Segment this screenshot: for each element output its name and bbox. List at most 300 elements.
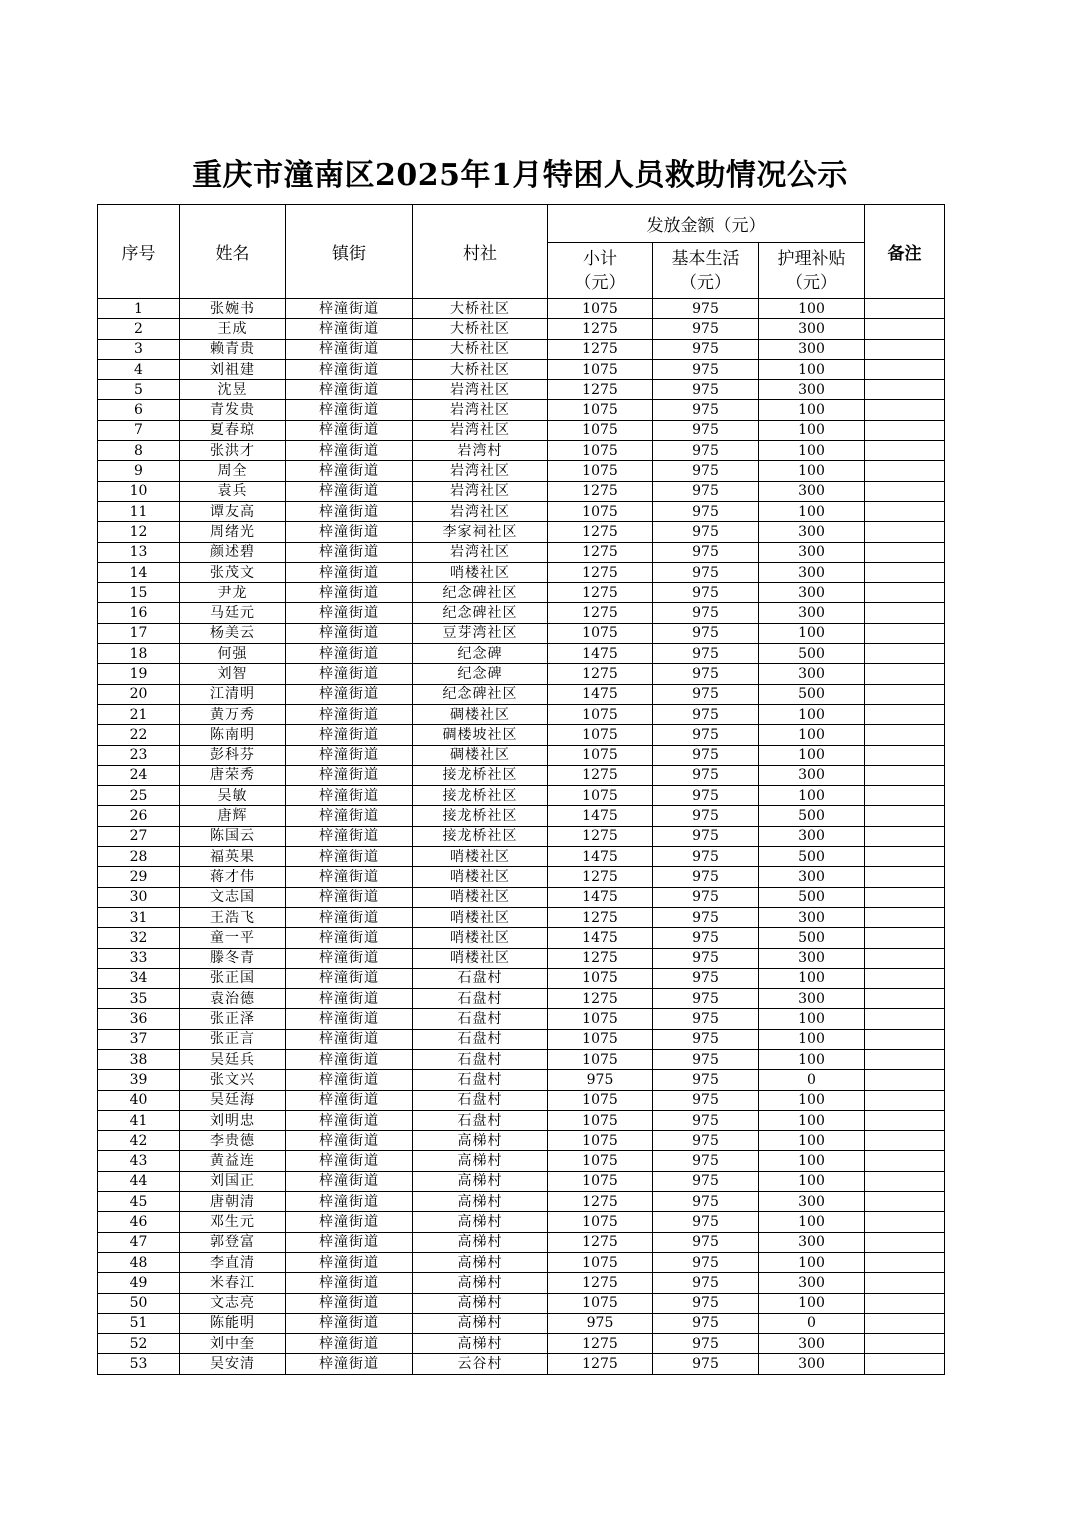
seq-cell: 35 — [98, 989, 180, 1009]
table-row — [98, 948, 945, 968]
remark-cell — [865, 603, 945, 623]
table-row — [98, 359, 945, 379]
basic-cell: 975 — [653, 1334, 759, 1354]
seq-cell: 41 — [98, 1110, 180, 1130]
nursing-cell: 300 — [759, 907, 865, 927]
subtotal-cell: 1075 — [548, 1049, 653, 1069]
remark-cell — [865, 319, 945, 339]
header-subtotal-line2: （元） — [574, 272, 626, 293]
nursing-cell: 300 — [759, 522, 865, 542]
town-cell: 梓潼街道 — [286, 1313, 413, 1333]
town-cell: 梓潼街道 — [286, 968, 413, 988]
basic-cell: 975 — [653, 542, 759, 562]
seq-cell: 8 — [98, 441, 180, 461]
seq-cell: 48 — [98, 1252, 180, 1272]
table-row — [98, 1212, 945, 1232]
community-cell: 岩湾社区 — [413, 461, 548, 481]
nursing-cell: 100 — [759, 441, 865, 461]
subtotal-cell: 1275 — [548, 603, 653, 623]
basic-cell: 975 — [653, 1354, 759, 1374]
remark-cell — [865, 400, 945, 420]
community-cell: 石盘村 — [413, 1090, 548, 1110]
name-cell: 唐辉 — [180, 806, 286, 826]
basic-cell: 975 — [653, 420, 759, 440]
town-cell: 梓潼街道 — [286, 1029, 413, 1049]
remark-cell — [865, 968, 945, 988]
table-row — [98, 1334, 945, 1354]
basic-cell: 975 — [653, 806, 759, 826]
town-cell: 梓潼街道 — [286, 603, 413, 623]
community-cell: 高梯村 — [413, 1313, 548, 1333]
community-cell: 岩湾社区 — [413, 481, 548, 501]
town-cell: 梓潼街道 — [286, 1354, 413, 1374]
header-subtotal-line1: 小计 — [583, 248, 617, 269]
seq-cell: 30 — [98, 887, 180, 907]
town-cell: 梓潼街道 — [286, 867, 413, 887]
town-cell: 梓潼街道 — [286, 299, 413, 319]
seq-cell: 24 — [98, 765, 180, 785]
nursing-cell: 100 — [759, 1293, 865, 1313]
nursing-cell: 100 — [759, 1029, 865, 1049]
seq-cell: 51 — [98, 1313, 180, 1333]
table-row — [98, 786, 945, 806]
name-cell: 张婉书 — [180, 299, 286, 319]
nursing-cell: 500 — [759, 644, 865, 664]
nursing-cell: 300 — [759, 603, 865, 623]
seq-cell: 26 — [98, 806, 180, 826]
subtotal-cell: 1275 — [548, 1192, 653, 1212]
remark-cell — [865, 1293, 945, 1313]
table-row — [98, 928, 945, 948]
seq-cell: 34 — [98, 968, 180, 988]
remark-cell — [865, 826, 945, 846]
subtotal-cell: 1275 — [548, 319, 653, 339]
remark-cell — [865, 299, 945, 319]
community-cell: 大桥社区 — [413, 299, 548, 319]
community-cell: 哨楼社区 — [413, 847, 548, 867]
header-seq: 序号 — [98, 205, 180, 299]
table-row — [98, 644, 945, 664]
table-row — [98, 1252, 945, 1272]
subtotal-cell: 1075 — [548, 704, 653, 724]
table-row — [98, 704, 945, 724]
subtotal-cell: 1075 — [548, 745, 653, 765]
table-row — [98, 1273, 945, 1293]
seq-cell: 21 — [98, 704, 180, 724]
subtotal-cell: 1075 — [548, 1029, 653, 1049]
subtotal-cell: 1275 — [548, 380, 653, 400]
community-cell: 石盘村 — [413, 1049, 548, 1069]
subtotal-cell: 1075 — [548, 1009, 653, 1029]
subtotal-cell: 1075 — [548, 420, 653, 440]
header-basic-line2: （元） — [680, 272, 731, 293]
basic-cell: 975 — [653, 1049, 759, 1069]
town-cell: 梓潼街道 — [286, 1334, 413, 1354]
subtotal-cell: 1275 — [548, 542, 653, 562]
table-row — [98, 1293, 945, 1313]
town-cell: 梓潼街道 — [286, 420, 413, 440]
remark-cell — [865, 380, 945, 400]
basic-cell: 975 — [653, 826, 759, 846]
remark-cell — [865, 644, 945, 664]
table-row — [98, 1070, 945, 1090]
name-cell: 唐朝清 — [180, 1192, 286, 1212]
name-cell: 周绪光 — [180, 522, 286, 542]
town-cell: 梓潼街道 — [286, 907, 413, 927]
table-row — [98, 1110, 945, 1130]
seq-cell: 53 — [98, 1354, 180, 1374]
remark-cell — [865, 765, 945, 785]
remark-cell — [865, 948, 945, 968]
nursing-cell: 100 — [759, 1131, 865, 1151]
basic-cell: 975 — [653, 684, 759, 704]
town-cell: 梓潼街道 — [286, 542, 413, 562]
table-row — [98, 684, 945, 704]
name-cell: 蒋才伟 — [180, 867, 286, 887]
seq-cell: 39 — [98, 1070, 180, 1090]
table-row — [98, 441, 945, 461]
nursing-cell: 100 — [759, 1009, 865, 1029]
name-cell: 米春江 — [180, 1273, 286, 1293]
remark-cell — [865, 1110, 945, 1130]
subtotal-cell: 1075 — [548, 501, 653, 521]
remark-cell — [865, 1009, 945, 1029]
community-cell: 接龙桥社区 — [413, 765, 548, 785]
name-cell: 江清明 — [180, 684, 286, 704]
name-cell: 袁兵 — [180, 481, 286, 501]
town-cell: 梓潼街道 — [286, 786, 413, 806]
subtotal-cell: 1475 — [548, 806, 653, 826]
seq-cell: 49 — [98, 1273, 180, 1293]
remark-cell — [865, 664, 945, 684]
remark-cell — [865, 684, 945, 704]
nursing-cell: 100 — [759, 461, 865, 481]
community-cell: 接龙桥社区 — [413, 806, 548, 826]
name-cell: 吴廷海 — [180, 1090, 286, 1110]
seq-cell: 32 — [98, 928, 180, 948]
remark-cell — [865, 1171, 945, 1191]
community-cell: 高梯村 — [413, 1192, 548, 1212]
town-cell: 梓潼街道 — [286, 1273, 413, 1293]
subtotal-cell: 1475 — [548, 644, 653, 664]
name-cell: 周全 — [180, 461, 286, 481]
remark-cell — [865, 1232, 945, 1252]
town-cell: 梓潼街道 — [286, 583, 413, 603]
town-cell: 梓潼街道 — [286, 1192, 413, 1212]
subtotal-cell: 1275 — [548, 765, 653, 785]
remark-cell — [865, 1354, 945, 1374]
remark-cell — [865, 1131, 945, 1151]
table-row — [98, 1049, 945, 1069]
basic-cell: 975 — [653, 1212, 759, 1232]
nursing-cell: 500 — [759, 684, 865, 704]
nursing-cell: 100 — [759, 1252, 865, 1272]
seq-cell: 11 — [98, 501, 180, 521]
nursing-cell: 300 — [759, 562, 865, 582]
basic-cell: 975 — [653, 1192, 759, 1212]
community-cell: 石盘村 — [413, 1029, 548, 1049]
remark-cell — [865, 887, 945, 907]
subtotal-cell: 1475 — [548, 928, 653, 948]
basic-cell: 975 — [653, 562, 759, 582]
community-cell: 岩湾社区 — [413, 542, 548, 562]
seq-cell: 42 — [98, 1131, 180, 1151]
name-cell: 滕冬青 — [180, 948, 286, 968]
basic-cell: 975 — [653, 1232, 759, 1252]
table-row — [98, 380, 945, 400]
table-row — [98, 562, 945, 582]
nursing-cell: 0 — [759, 1070, 865, 1090]
table-row — [98, 725, 945, 745]
community-cell: 大桥社区 — [413, 339, 548, 359]
community-cell: 碉楼社区 — [413, 745, 548, 765]
town-cell: 梓潼街道 — [286, 704, 413, 724]
nursing-cell: 100 — [759, 1171, 865, 1191]
subtotal-cell: 1475 — [548, 887, 653, 907]
name-cell: 刘祖建 — [180, 359, 286, 379]
basic-cell: 975 — [653, 603, 759, 623]
town-cell: 梓潼街道 — [286, 1049, 413, 1069]
community-cell: 岩湾社区 — [413, 501, 548, 521]
basic-cell: 975 — [653, 400, 759, 420]
seq-cell: 46 — [98, 1212, 180, 1232]
subtotal-cell: 1275 — [548, 562, 653, 582]
subtotal-cell: 1275 — [548, 1232, 653, 1252]
nursing-cell: 100 — [759, 400, 865, 420]
subtotal-cell: 1475 — [548, 847, 653, 867]
nursing-cell: 100 — [759, 1090, 865, 1110]
seq-cell: 36 — [98, 1009, 180, 1029]
town-cell: 梓潼街道 — [286, 380, 413, 400]
community-cell: 石盘村 — [413, 968, 548, 988]
name-cell: 李直清 — [180, 1252, 286, 1272]
community-cell: 大桥社区 — [413, 359, 548, 379]
nursing-cell: 300 — [759, 380, 865, 400]
subtotal-cell: 1075 — [548, 359, 653, 379]
table-row — [98, 1232, 945, 1252]
town-cell: 梓潼街道 — [286, 1171, 413, 1191]
table-row — [98, 1131, 945, 1151]
table-row — [98, 968, 945, 988]
header-nursing-line2: （元） — [786, 272, 837, 293]
community-cell: 哨楼社区 — [413, 887, 548, 907]
community-cell: 碉楼坡社区 — [413, 725, 548, 745]
nursing-cell: 300 — [759, 1273, 865, 1293]
header-subtotal — [548, 243, 653, 299]
community-cell: 大桥社区 — [413, 319, 548, 339]
table-row — [98, 1171, 945, 1191]
nursing-cell: 500 — [759, 806, 865, 826]
name-cell: 张茂文 — [180, 562, 286, 582]
subtotal-cell: 1075 — [548, 623, 653, 643]
remark-cell — [865, 1273, 945, 1293]
table-row — [98, 400, 945, 420]
nursing-cell: 500 — [759, 847, 865, 867]
name-cell: 王成 — [180, 319, 286, 339]
basic-cell: 975 — [653, 522, 759, 542]
header-community: 村社 — [413, 205, 548, 299]
basic-cell: 975 — [653, 989, 759, 1009]
name-cell: 吴敏 — [180, 786, 286, 806]
name-cell: 颜述碧 — [180, 542, 286, 562]
remark-cell — [865, 1090, 945, 1110]
subtotal-cell: 1075 — [548, 299, 653, 319]
seq-cell: 1 — [98, 299, 180, 319]
document-title: 重庆市潼南区2025年1月特困人员救助情况公示 — [192, 158, 848, 193]
subtotal-cell: 1075 — [548, 1171, 653, 1191]
town-cell: 梓潼街道 — [286, 989, 413, 1009]
remark-cell — [865, 1212, 945, 1232]
nursing-cell: 300 — [759, 1354, 865, 1374]
subtotal-cell: 1075 — [548, 968, 653, 988]
basic-cell: 975 — [653, 583, 759, 603]
basic-cell: 975 — [653, 481, 759, 501]
table-row — [98, 603, 945, 623]
header-amount-group: 发放金额（元） — [548, 205, 865, 243]
community-cell: 岩湾社区 — [413, 400, 548, 420]
basic-cell: 975 — [653, 380, 759, 400]
name-cell: 何强 — [180, 644, 286, 664]
seq-cell: 2 — [98, 319, 180, 339]
basic-cell: 975 — [653, 501, 759, 521]
community-cell: 哨楼社区 — [413, 948, 548, 968]
name-cell: 郭登富 — [180, 1232, 286, 1252]
nursing-cell: 300 — [759, 481, 865, 501]
town-cell: 梓潼街道 — [286, 644, 413, 664]
basic-cell: 975 — [653, 725, 759, 745]
town-cell: 梓潼街道 — [286, 1090, 413, 1110]
subtotal-cell: 975 — [548, 1070, 653, 1090]
remark-cell — [865, 583, 945, 603]
seq-cell: 22 — [98, 725, 180, 745]
nursing-cell: 100 — [759, 420, 865, 440]
name-cell: 福英果 — [180, 847, 286, 867]
nursing-cell: 100 — [759, 1049, 865, 1069]
community-cell: 豆芽湾社区 — [413, 623, 548, 643]
name-cell: 尹龙 — [180, 583, 286, 603]
seq-cell: 43 — [98, 1151, 180, 1171]
community-cell: 高梯村 — [413, 1232, 548, 1252]
table-row — [98, 522, 945, 542]
subtotal-cell: 1275 — [548, 826, 653, 846]
table-header — [98, 205, 945, 299]
basic-cell: 975 — [653, 1313, 759, 1333]
community-cell: 纪念碑 — [413, 664, 548, 684]
seq-cell: 10 — [98, 481, 180, 501]
subtotal-cell: 1275 — [548, 522, 653, 542]
nursing-cell: 300 — [759, 542, 865, 562]
name-cell: 谭友高 — [180, 501, 286, 521]
nursing-cell: 300 — [759, 583, 865, 603]
seq-cell: 12 — [98, 522, 180, 542]
name-cell: 张正言 — [180, 1029, 286, 1049]
nursing-cell: 100 — [759, 359, 865, 379]
nursing-cell: 300 — [759, 339, 865, 359]
seq-cell: 3 — [98, 339, 180, 359]
basic-cell: 975 — [653, 1029, 759, 1049]
basic-cell: 975 — [653, 786, 759, 806]
subtotal-cell: 1075 — [548, 1110, 653, 1130]
basic-cell: 975 — [653, 1151, 759, 1171]
subtotal-cell: 1275 — [548, 907, 653, 927]
name-cell: 黄万秀 — [180, 704, 286, 724]
nursing-cell: 300 — [759, 948, 865, 968]
subtotal-cell: 1475 — [548, 684, 653, 704]
name-cell: 张洪才 — [180, 441, 286, 461]
header-nursing — [759, 243, 865, 299]
seq-cell: 4 — [98, 359, 180, 379]
name-cell: 文志国 — [180, 887, 286, 907]
seq-cell: 47 — [98, 1232, 180, 1252]
community-cell: 石盘村 — [413, 1070, 548, 1090]
seq-cell: 38 — [98, 1049, 180, 1069]
seq-cell: 13 — [98, 542, 180, 562]
basic-cell: 975 — [653, 1273, 759, 1293]
remark-cell — [865, 420, 945, 440]
remark-cell — [865, 562, 945, 582]
table-row — [98, 887, 945, 907]
remark-cell — [865, 725, 945, 745]
remark-cell — [865, 1029, 945, 1049]
table-row — [98, 461, 945, 481]
name-cell: 陈国云 — [180, 826, 286, 846]
seq-cell: 14 — [98, 562, 180, 582]
subtotal-cell: 1075 — [548, 1131, 653, 1151]
remark-cell — [865, 704, 945, 724]
town-cell: 梓潼街道 — [286, 826, 413, 846]
table-row — [98, 319, 945, 339]
town-cell: 梓潼街道 — [286, 887, 413, 907]
community-cell: 岩湾社区 — [413, 380, 548, 400]
table-row — [98, 623, 945, 643]
subtotal-cell: 1075 — [548, 786, 653, 806]
seq-cell: 37 — [98, 1029, 180, 1049]
subtotal-cell: 1275 — [548, 867, 653, 887]
subtotal-cell: 1275 — [548, 481, 653, 501]
table-row — [98, 583, 945, 603]
name-cell: 赖青贵 — [180, 339, 286, 359]
community-cell: 高梯村 — [413, 1131, 548, 1151]
subtotal-cell: 1275 — [548, 339, 653, 359]
nursing-cell: 300 — [759, 826, 865, 846]
seq-cell: 33 — [98, 948, 180, 968]
basic-cell: 975 — [653, 339, 759, 359]
remark-cell — [865, 461, 945, 481]
seq-cell: 40 — [98, 1090, 180, 1110]
remark-cell — [865, 786, 945, 806]
community-cell: 岩湾村 — [413, 441, 548, 461]
name-cell: 童一平 — [180, 928, 286, 948]
town-cell: 梓潼街道 — [286, 1070, 413, 1090]
table-row — [98, 1354, 945, 1374]
table-row — [98, 765, 945, 785]
seq-cell: 52 — [98, 1334, 180, 1354]
seq-cell: 6 — [98, 400, 180, 420]
nursing-cell: 100 — [759, 1151, 865, 1171]
community-cell: 高梯村 — [413, 1252, 548, 1272]
remark-cell — [865, 745, 945, 765]
relief-table — [97, 204, 945, 1375]
basic-cell: 975 — [653, 948, 759, 968]
table-body — [98, 299, 945, 1375]
table-row — [98, 1029, 945, 1049]
remark-cell — [865, 501, 945, 521]
table-row — [98, 481, 945, 501]
subtotal-cell: 1075 — [548, 441, 653, 461]
subtotal-cell: 1075 — [548, 1151, 653, 1171]
subtotal-cell: 1075 — [548, 400, 653, 420]
name-cell: 唐荣秀 — [180, 765, 286, 785]
